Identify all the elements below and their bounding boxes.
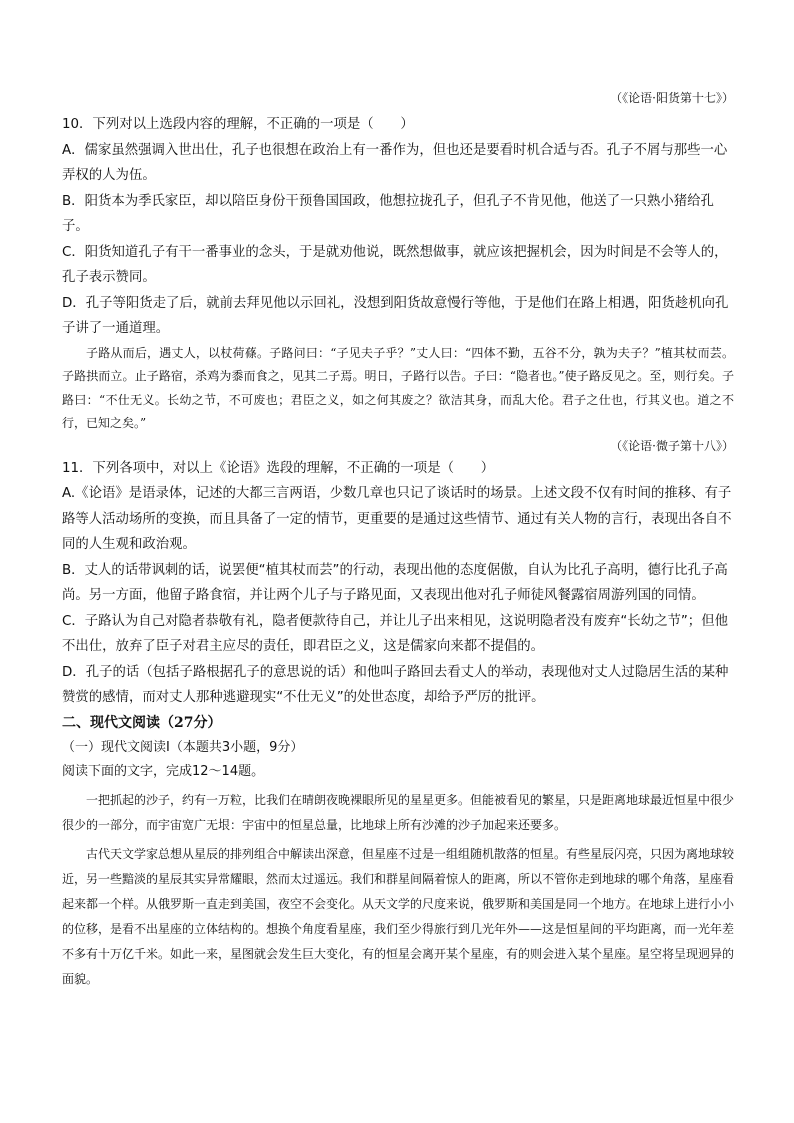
- classical-excerpt-weizi: 子路从而后，遇丈人，以杖荷蓧。子路问曰：“子见夫子乎？”丈人曰：“四体不勤，五谷不分，孰为夫子？”植其杖而芸。子路拱而立。止子路宿，杀鸡为黍而食之，见其二子焉。明日，子路行以告。子曰：“隐者也。”使子路反见之。至，则行矣。子路曰：“不仕无义。长幼之节，不可废也；君臣之义，如之何其废之？欲洁其身，而乱大伦。君子之仕也，行其义也。道之不行，已知之矣。”: [62, 345, 734, 430]
- question-10-option-b: B．阳货本为季氏家臣，却以陪臣身份干预鲁国国政，他想拉拢孔子，但孔子不肯见他，他送了一只熟小猪给孔子。: [62, 193, 714, 234]
- question-10-option-c: C．阳货知道孔子有干一番事业的念头，于是就劝他说，既然想做事，就应该把握机会，因为时间是不会等人的，孔子表示赞同。: [62, 244, 728, 285]
- question-11-option-b: B．丈人的话带讽刺的话，说罢便“植其杖而芸”的行动，表现出他的态度倨傲，自认为比孔子高明，德行比孔子高尚。另一方面，他留子路食宿，并让两个儿子与子路见面，又表现出他对孔子师徒风餐露宿周游列国的同情。: [62, 562, 728, 603]
- question-10-stem: 10．下列对以上选段内容的理解，不正确的一项是（ ）: [62, 117, 414, 132]
- passage-paragraph-2: 古代天文学家总想从星辰的排列组合中解读出深意，但星座不过是一组组随机散落的恒星。有些星辰闪亮，只因为离地球较近，另一些黯淡的星辰其实异常耀眼，然而太过遥远。我们和群星间隔着惊人的距离，所以不管你走到地球的哪个角落，星座看起来都一个样。从俄罗斯一直走到美国，夜空不会变化。从天文学的尺度来说，俄罗斯和美国是同一个地方。在地球上进行小小的位移，是看不出星座的立体结构的。想换个角度看星座，我们至少得旅行到几光年外——这是恒星间的平均距离，而一光年差不多有十万亿千米。如此一来，星图就会发生巨大变化，有的恒星会离开某个星座，有的则会进入某个星座。星空将呈现迥异的面貌。: [62, 846, 735, 986]
- reading-instruction: 阅读下面的文字，完成12～14题。: [62, 763, 265, 779]
- passage-paragraph-1: 一把抓起的沙子，约有一万粒，比我们在晴朗夜晚裸眼所见的星星更多。但能被看见的繁星，只是距离地球最近恒星中很少很少的一部分，而宇宙宽广无垠：宇宙中的恒星总量，比地球上所有沙滩的沙子加起来还要多。: [62, 792, 735, 832]
- question-11-option-d: D．孔子的话（包括子路根据孔子的意思说的话）和他叫子路回去看丈人的举动，表现他对丈人过隐居生活的某种赞赏的感情，而对丈人那种逃避现实“不仕无义”的处世态度，却给予严厉的批评。: [62, 664, 729, 705]
- question-10-option-a: A．儒家虽然强调入世出仕，孔子也很想在政治上有一番作为，但也还是要看时机合适与否。孔子不屑与那些一心弄权的人为伍。: [62, 142, 728, 183]
- section-2-title: 二、现代文阅读（27分）: [62, 714, 222, 731]
- exam-page: [62, 88, 734, 992]
- question-11-option-c: C．子路认为自己对隐者恭敬有礼，隐者便款待自己，并让儿子出来相见，这说明隐者没有废弃“长幼之节”；但他不出仕，放弃了臣子对君主应尽的责任，即君臣之义，这是儒家向来都不提倡的。: [62, 613, 728, 654]
- question-10-option-d: D．孔子等阳货走了后，就前去拜见他以示回礼，没想到阳货故意慢行等他，于是他们在路上相遇，阳货趁机向孔子讲了一通道理。: [62, 295, 729, 336]
- question-11-stem: 11．下列各项中，对以上《论语》选段的理解，不正确的一项是（ ）: [62, 460, 495, 476]
- source-citation-yanghuo: （《论语·阳货第十七》）: [610, 91, 734, 105]
- question-11: [62, 456, 734, 711]
- question-10: [62, 112, 734, 342]
- modern-passage: [62, 788, 734, 992]
- source-citation-weizi: （《论语·微子第十八》）: [610, 438, 734, 453]
- question-11-option-a: A.《论语》是语录体，记述的大都三言两语，少数几章也只记了谈话时的场景。上述文段不仅有时间的推移、有子路等人活动场所的变换，而且具备了一定的情节，更重要的是通过这些情节、通过有关人物的言行，表现出各自不同的人生观和政治观。: [62, 486, 732, 552]
- subsection-1-title: （一）现代文阅读Ⅰ（本题共3小题，9分）: [62, 739, 304, 755]
